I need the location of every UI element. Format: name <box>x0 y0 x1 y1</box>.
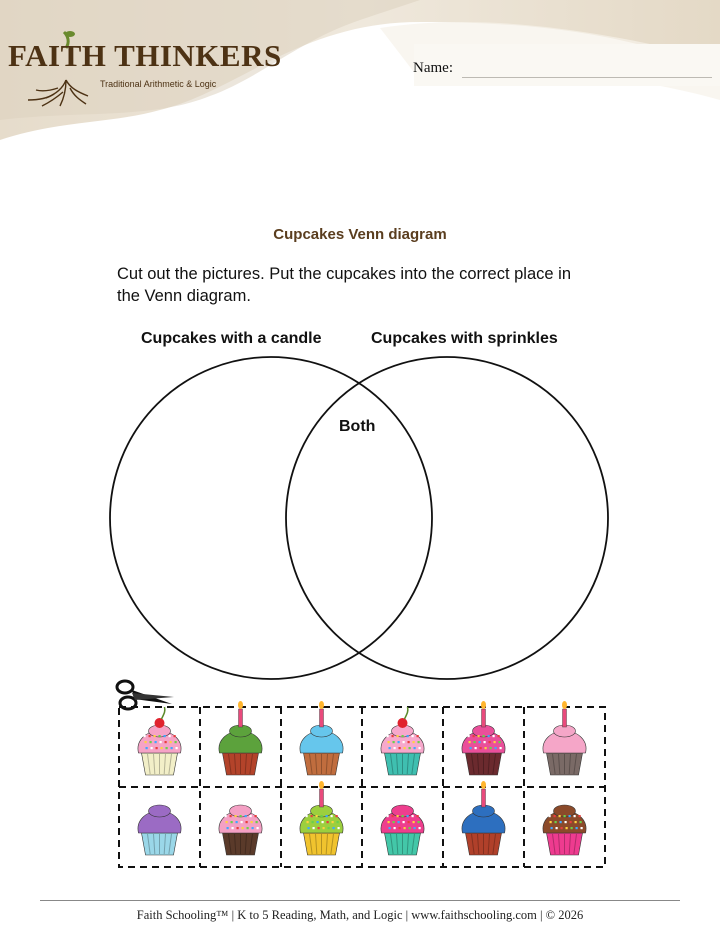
cupcake-card-11[interactable] <box>462 781 505 855</box>
cupcake-card-10[interactable] <box>381 805 424 855</box>
logo-title: FAITH THINKERS <box>8 38 282 73</box>
cut-grid-outline <box>119 707 605 867</box>
footer-rule <box>40 900 680 901</box>
venn-left-label: Cupcakes with a candle <box>141 330 322 347</box>
cupcake-card-7[interactable] <box>138 805 181 855</box>
venn-right-label: Cupcakes with sprinkles <box>371 330 558 347</box>
cupcake-card-9[interactable] <box>300 781 343 855</box>
worksheet-title: Cupcakes Venn diagram <box>273 226 447 243</box>
cupcake-card-2[interactable] <box>219 701 262 775</box>
logo-subtitle: Traditional Arithmetic & Logic <box>100 79 217 89</box>
cupcake-card-1[interactable] <box>138 707 181 775</box>
instructions-text: Cut out the pictures. Put the cupcakes into the correct place in the Venn diagram. <box>117 265 571 305</box>
cupcake-card-12[interactable] <box>543 805 586 855</box>
cupcake-card-5[interactable] <box>462 701 505 775</box>
venn-overlap-label: Both <box>339 418 376 435</box>
venn-left-circle <box>110 357 432 679</box>
name-label: Name: <box>413 60 453 76</box>
scissors-icon <box>114 678 178 712</box>
cupcake-card-4[interactable] <box>381 707 424 775</box>
cupcake-card-3[interactable] <box>300 701 343 775</box>
name-write-line[interactable] <box>462 77 712 78</box>
name-field-background <box>414 44 720 86</box>
cupcake-card-8[interactable] <box>219 805 262 855</box>
cupcake-card-6[interactable] <box>543 701 586 775</box>
venn-right-circle <box>286 357 608 679</box>
footer-text: Faith Schooling™ | K to 5 Reading, Math, and Logic | www.faithschooling.com | © 2026 <box>136 908 584 922</box>
